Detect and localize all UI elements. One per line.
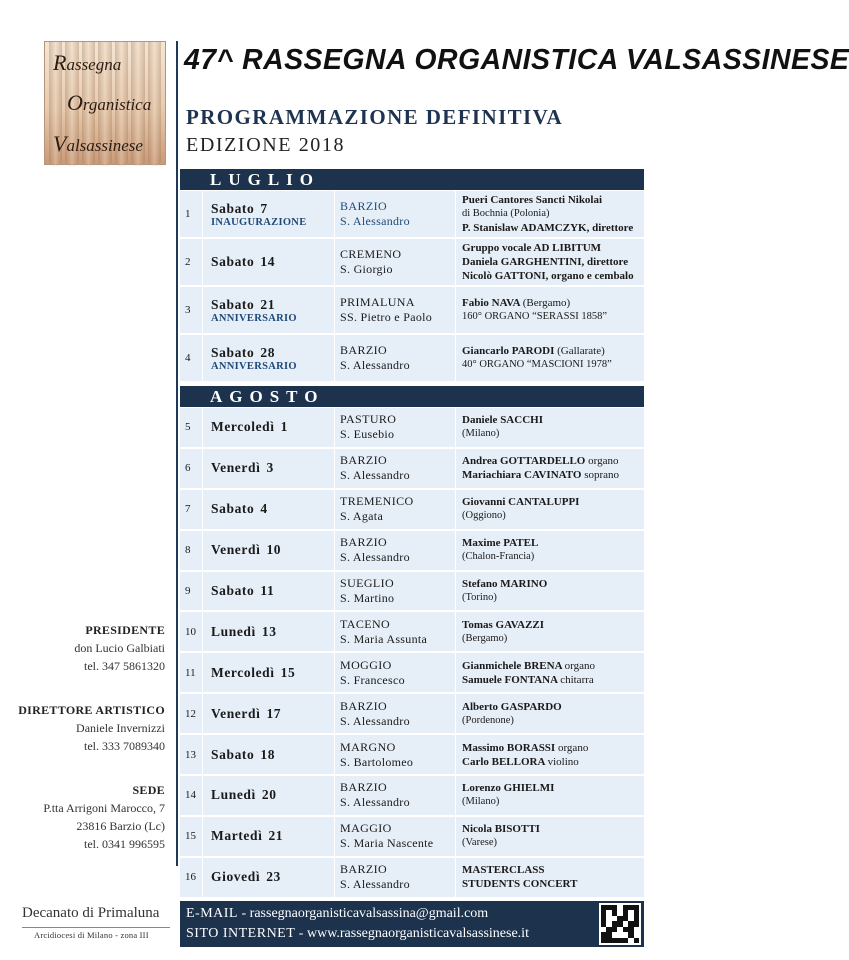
event-church: S. Bartolomeo (340, 754, 414, 769)
event-town: PRIMALUNA (340, 295, 415, 309)
event-day-number: 4 (260, 501, 268, 517)
event-weekday: Sabato (211, 344, 255, 360)
event-day-number: 15 (280, 664, 296, 680)
event-day-number: 21 (268, 828, 284, 844)
event-day (211, 297, 334, 313)
performer-second-name (462, 755, 644, 769)
website-line: SITO INTERNET - www.rassegnaorganisticavalsassinese.it (186, 926, 529, 941)
event-church: S. Alessandro (340, 468, 410, 483)
event-day (211, 501, 334, 517)
event-performer-cell (456, 408, 644, 447)
event-number: 16 (180, 858, 203, 897)
logo-word-rassegna: Rassegna (53, 50, 122, 75)
event-church: S. Giorgio (340, 262, 393, 276)
event-row (180, 817, 644, 856)
event-performer-cell (456, 287, 644, 333)
performer-name-text: Fabio NAVA (462, 297, 520, 309)
performer-name (462, 659, 644, 673)
event-weekday: Sabato (211, 254, 255, 269)
event-town: TREMENICO (340, 494, 414, 509)
event-day (211, 665, 334, 681)
performer-organist: Nicolò GATTONI, organo e cembalo (462, 270, 634, 282)
event-date-cell (203, 490, 335, 529)
event-row (180, 653, 644, 692)
diocese-label: Arcidiocesi di Milano - zona III (34, 930, 149, 940)
event-day-number: 14 (260, 254, 276, 269)
performer-detail: (Milano) (462, 428, 500, 440)
event-town: PASTURO (340, 412, 397, 427)
event-venue-cell (335, 191, 456, 237)
director-phone: tel. 333 7089340 (84, 739, 165, 753)
event-performer-cell (456, 449, 644, 488)
event-church: S. Martino (340, 591, 395, 605)
event-row (180, 735, 644, 774)
contact-footer (180, 901, 644, 947)
performer-name (462, 577, 644, 591)
event-weekday: Sabato (211, 296, 255, 312)
event-day (211, 828, 334, 844)
event-town: BARZIO (340, 862, 388, 877)
event-weekday: Lunedì (211, 623, 256, 639)
event-row (180, 287, 644, 333)
event-day-number: 28 (260, 344, 276, 360)
vertical-divider (176, 41, 178, 866)
event-number: 11 (180, 653, 203, 692)
performer-name-text: Gianmichele BRENA (462, 659, 562, 672)
performer-second-name-text: Carlo BELLORA (462, 755, 545, 768)
event-venue-cell (335, 612, 456, 651)
event-performer-cell (456, 735, 644, 774)
event-day (211, 869, 334, 885)
event-note: ANNIVERSARIO (211, 312, 297, 324)
event-day-number: 23 (266, 869, 281, 885)
event-performer-cell (456, 653, 644, 692)
event-day (211, 583, 334, 599)
event-performer-cell (456, 191, 644, 237)
performer-second-name (462, 877, 644, 891)
event-day (211, 345, 334, 361)
performer-name (462, 413, 644, 427)
event-performer-cell (456, 531, 644, 570)
qr-code-icon[interactable] (599, 903, 641, 945)
performer-name (462, 193, 644, 207)
performer-name (462, 344, 644, 358)
event-row (180, 191, 644, 237)
performer-role: (Gallarate) (557, 345, 605, 357)
seat-phone: tel. 0341 996595 (84, 837, 165, 851)
performer-name (462, 241, 644, 255)
event-day-number: 20 (261, 787, 277, 803)
event-venue-cell (335, 776, 456, 815)
event-church: S. Francesco (340, 672, 405, 687)
performer-second-name (462, 468, 644, 482)
event-date-cell (203, 776, 335, 815)
event-town: BARZIO (340, 343, 388, 357)
director-block (18, 701, 165, 755)
event-venue-cell (335, 335, 456, 381)
event-date-cell (203, 191, 335, 237)
event-church: S. Maria Nascente (340, 836, 434, 851)
july-schedule (180, 191, 644, 383)
email-label: E-MAIL (186, 906, 238, 921)
event-number: 2 (180, 239, 203, 285)
event-weekday: Lunedì (211, 787, 256, 803)
event-row (180, 449, 644, 488)
event-performer-cell (456, 239, 644, 285)
event-row (180, 531, 644, 570)
event-performer-cell (456, 335, 644, 381)
performer-name (462, 495, 644, 509)
event-number: 9 (180, 572, 203, 611)
event-day (211, 706, 334, 722)
event-town: CREMENO (340, 247, 402, 261)
performer-detail: (Oggiono) (462, 510, 506, 522)
event-venue-cell (335, 694, 456, 733)
performer-name-text: Daniele SACCHI (462, 414, 543, 427)
event-church: S. Alessandro (340, 358, 410, 372)
email-line: E-MAIL - rassegnaorganisticavalsassina@gmail.com (186, 906, 489, 921)
performer-name (462, 618, 644, 632)
logo-word-organistica: Organistica (67, 90, 152, 115)
august-schedule (180, 408, 644, 899)
event-church: SS. Pietro e Paolo (340, 310, 433, 324)
performer-detail: (Chalon-Francia) (462, 551, 535, 563)
edition-label: EDIZIONE 2018 (186, 134, 346, 156)
performer-detail: (Milano) (462, 796, 500, 808)
event-day (211, 624, 334, 640)
event-church: S. Alessandro (340, 795, 410, 810)
president-block (74, 621, 165, 675)
event-date-cell (203, 335, 335, 381)
event-weekday: Mercoledì (211, 419, 275, 435)
event-venue-cell (335, 239, 456, 285)
event-day-number: 18 (260, 746, 276, 762)
performer-name (462, 863, 644, 877)
performer-role: organo (564, 659, 596, 672)
event-church: S. Eusebio (340, 427, 395, 442)
performer-detail: di Bochnia (Polonia) (462, 208, 550, 219)
president-label: PRESIDENTE (85, 623, 165, 637)
performer-name-text: Lorenzo GHIELMI (462, 782, 555, 795)
event-row (180, 335, 644, 381)
event-town: TACENO (340, 616, 391, 631)
event-date-cell (203, 735, 335, 774)
event-town: SUEGLIO (340, 576, 395, 590)
event-weekday: Mercoledì (211, 664, 275, 680)
event-date-cell (203, 239, 335, 285)
event-day (211, 787, 334, 803)
event-row (180, 694, 644, 733)
performer-name-text: Alberto GASPARDO (462, 700, 562, 713)
performer-second-name (462, 673, 644, 687)
event-venue-cell (335, 490, 456, 529)
event-number: 8 (180, 531, 203, 570)
performer-name (462, 741, 644, 755)
event-date-cell (203, 531, 335, 570)
seat-block (43, 781, 165, 853)
event-performer-cell (456, 572, 644, 611)
performer-name-text: MASTERCLASS (462, 864, 545, 877)
performer-name-text: Pueri Cantores Sancti Nikolai (462, 194, 603, 206)
website-label: SITO INTERNET (186, 926, 296, 941)
performer-second-name-text: Samuele FONTANA (462, 673, 558, 686)
event-number: 6 (180, 449, 203, 488)
event-row (180, 490, 644, 529)
event-town: BARZIO (340, 199, 388, 213)
event-town: MAGGIO (340, 821, 392, 836)
event-venue-cell (335, 817, 456, 856)
performer-director: Daniela GARGHENTINI, direttore (462, 256, 629, 268)
event-venue-cell (335, 653, 456, 692)
event-number: 1 (180, 191, 203, 237)
performer-name (462, 454, 644, 468)
performer-director: P. Stanislaw ADAMCZYK, direttore (462, 222, 634, 234)
event-town: BARZIO (340, 453, 388, 468)
performer-name-text: Tomas GAVAZZI (462, 618, 545, 631)
performer-name-text: Andrea GOTTARDELLO (462, 455, 586, 468)
director-name: Daniele Invernizzi (76, 721, 165, 735)
page-subtitle: PROGRAMMAZIONE DEFINITIVA (186, 105, 564, 129)
event-venue-cell (335, 572, 456, 611)
performer-second-name-text: Mariachiara CAVINATO (462, 469, 582, 482)
event-weekday: Martedì (211, 828, 263, 844)
performer-detail: (Varese) (462, 837, 497, 849)
event-number: 3 (180, 287, 203, 333)
performer-name (462, 781, 644, 795)
event-weekday: Venerdì (211, 460, 261, 476)
performer-detail: 40° ORGANO “MASCIONI 1978” (462, 359, 612, 370)
event-venue-cell (335, 531, 456, 570)
event-date-cell (203, 653, 335, 692)
event-number: 12 (180, 694, 203, 733)
performer-name-text: Giancarlo PARODI (462, 345, 555, 357)
event-date-cell (203, 449, 335, 488)
event-number: 7 (180, 490, 203, 529)
event-note: INAUGURAZIONE (211, 216, 307, 228)
event-day (211, 460, 334, 476)
website-link[interactable]: www.rassegnaorganisticavalsassinese.it (306, 926, 529, 941)
event-town: BARZIO (340, 535, 388, 550)
event-town: BARZIO (340, 698, 388, 713)
event-day (211, 254, 334, 270)
deanery-name: Decanato di Primaluna (22, 905, 159, 922)
performer-second-role: violino (547, 755, 579, 768)
performer-name-text: Massimo BORASSI (462, 741, 556, 754)
event-row (180, 572, 644, 611)
seat-address-line2: 23816 Barzio (Lc) (76, 819, 165, 833)
event-date-cell (203, 408, 335, 447)
event-day (211, 542, 334, 558)
page-title: 47^ RASSEGNA ORGANISTICA VALSASSINESE (184, 44, 849, 76)
event-church: S. Alessandro (340, 877, 410, 892)
performer-name (462, 700, 644, 714)
performer-name-text: Giovanni CANTALUPPI (462, 496, 580, 509)
performer-name (462, 296, 644, 310)
event-town: MOGGIO (340, 657, 392, 672)
performer-second-role: chitarra (560, 673, 594, 686)
email-link[interactable]: rassegnaorganisticavalsassina@gmail.com (249, 906, 489, 921)
event-church: S. Alessandro (340, 214, 410, 228)
event-day-number: 21 (260, 296, 276, 312)
president-name: don Lucio Galbiati (74, 641, 165, 655)
event-weekday: Sabato (211, 746, 255, 762)
performer-detail: (Bergamo) (462, 632, 508, 644)
event-number: 4 (180, 335, 203, 381)
event-date-cell (203, 817, 335, 856)
event-day-number: 7 (260, 200, 268, 216)
event-row (180, 239, 644, 285)
festival-logo (44, 41, 166, 165)
event-date-cell (203, 694, 335, 733)
performer-detail: (Torino) (462, 592, 497, 603)
event-venue-cell (335, 858, 456, 897)
month-header-july: LUGLIO (180, 169, 644, 190)
performer-name (462, 822, 644, 836)
performer-name (462, 536, 644, 550)
event-day (211, 419, 334, 435)
performer-role: organo (557, 741, 589, 754)
logo-word-valsassinese: Valsassinese (53, 131, 143, 156)
event-weekday: Venerdì (211, 705, 261, 721)
performer-second-name-text: STUDENTS CONCERT (462, 878, 578, 891)
performer-name-text: Gruppo vocale AD LIBITUM (462, 242, 602, 254)
event-number: 14 (180, 776, 203, 815)
event-church: S. Maria Assunta (340, 631, 428, 646)
event-date-cell (203, 858, 335, 897)
event-venue-cell (335, 449, 456, 488)
event-date-cell (203, 287, 335, 333)
performer-name-text: Maxime PATEL (462, 537, 539, 550)
event-date-cell (203, 572, 335, 611)
performer-name-text: Stefano MARINO (462, 578, 548, 590)
performer-second-role: soprano (584, 469, 620, 482)
event-weekday: Venerdì (211, 542, 261, 558)
seat-label: SEDE (132, 783, 165, 797)
event-weekday: Sabato (211, 200, 255, 216)
performer-detail: (Pordenone) (462, 714, 514, 726)
performer-role: (Bergamo) (522, 297, 571, 309)
performer-name-text: Nicola BISOTTI (462, 823, 540, 836)
event-performer-cell (456, 612, 644, 651)
seat-address-line1: P.tta Arrigoni Marocco, 7 (43, 801, 165, 815)
event-venue-cell (335, 735, 456, 774)
director-label: DIRETTORE ARTISTICO (18, 703, 165, 717)
event-day-number: 17 (266, 705, 282, 721)
event-row (180, 612, 644, 651)
event-row (180, 408, 644, 447)
event-weekday: Sabato (211, 583, 255, 598)
event-day-number: 11 (260, 583, 275, 598)
event-day (211, 747, 334, 763)
event-performer-cell (456, 858, 644, 897)
event-number: 10 (180, 612, 203, 651)
performer-role: organo (588, 455, 619, 468)
event-day (211, 201, 334, 217)
event-day-number: 1 (280, 419, 288, 435)
event-performer-cell (456, 817, 644, 856)
event-day-number: 13 (261, 623, 277, 639)
month-header-august: AGOSTO (180, 386, 644, 407)
qr-module (634, 938, 639, 943)
deanery-underline (22, 927, 170, 928)
president-phone: tel. 347 5861320 (84, 659, 165, 673)
event-number: 13 (180, 735, 203, 774)
event-weekday: Giovedì (211, 869, 261, 885)
performer-detail: 160° ORGANO “SERASSI 1858” (462, 311, 608, 322)
event-performer-cell (456, 490, 644, 529)
event-date-cell (203, 612, 335, 651)
event-row (180, 776, 644, 815)
event-performer-cell (456, 776, 644, 815)
event-church: S. Agata (340, 509, 384, 524)
event-performer-cell (456, 694, 644, 733)
event-church: S. Alessandro (340, 550, 410, 565)
event-number: 15 (180, 817, 203, 856)
event-church: S. Alessandro (340, 713, 410, 728)
event-venue-cell (335, 408, 456, 447)
event-day-number: 10 (266, 542, 282, 558)
event-town: MARGNO (340, 739, 396, 754)
event-row (180, 858, 644, 897)
event-day-number: 3 (266, 460, 274, 476)
event-town: BARZIO (340, 780, 388, 795)
event-weekday: Sabato (211, 501, 255, 517)
event-number: 5 (180, 408, 203, 447)
event-note: ANNIVERSARIO (211, 360, 297, 372)
event-venue-cell (335, 287, 456, 333)
